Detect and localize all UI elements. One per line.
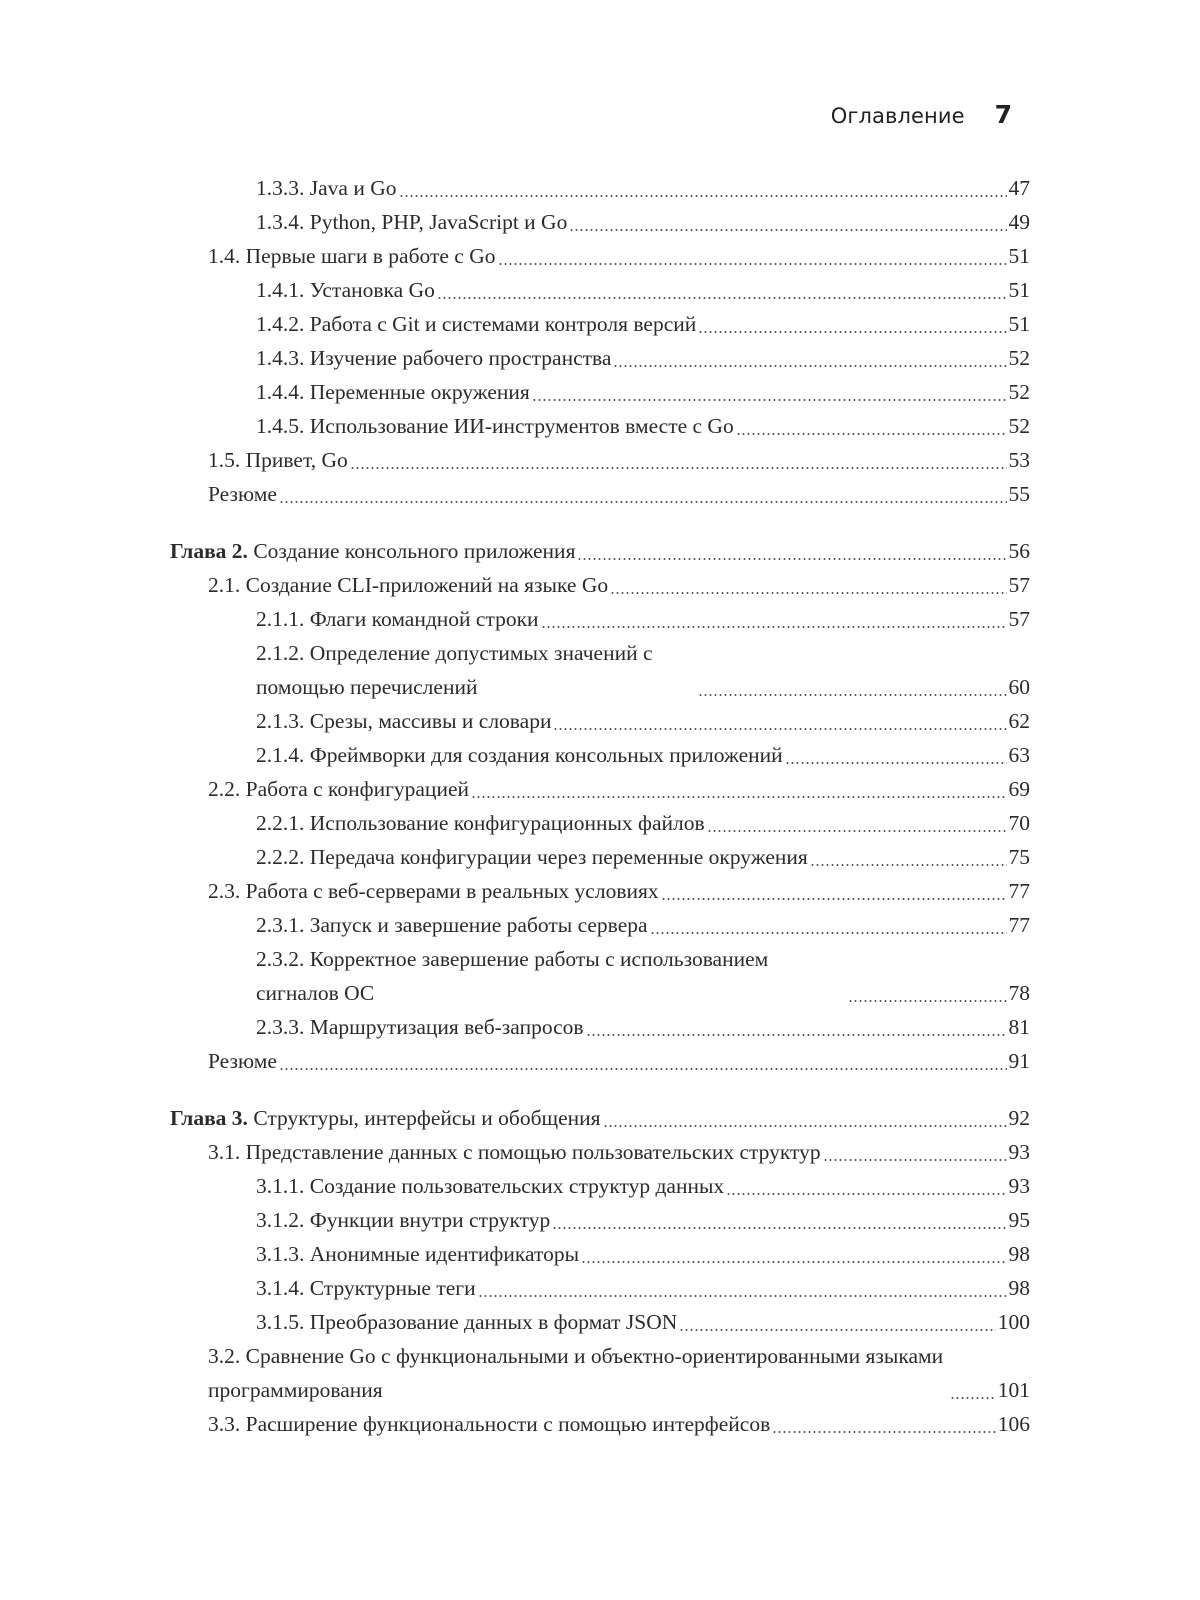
dot-leader [603,1125,1007,1127]
toc-entry[interactable] [170,1010,1030,1044]
dot-leader [698,331,1006,333]
dot-leader [950,1397,996,1399]
toc-entry-summary[interactable] [170,1044,1030,1078]
dot-leader [661,898,1007,900]
toc-entry-page: 93 [1008,1174,1030,1198]
toc-entry[interactable] [170,738,1030,772]
toc-entry-title: 3.1. Представление данных с помощью пользовательских структур [208,1140,821,1164]
chapter-name: Структуры, интерфейсы и обобщения [253,1106,601,1130]
toc-entry[interactable] [170,239,1030,273]
toc-entry-title: Резюме [208,1049,277,1073]
dot-leader [679,1329,995,1331]
toc-entry[interactable] [170,1203,1030,1237]
toc-entry[interactable] [170,806,1030,840]
toc-entry-title: 2.3.3. Маршрутизация веб-запросов [256,1015,584,1039]
toc-entry-title: 2.3.2. Корректное завершение работы с использованием сигналов ОС [256,947,769,1005]
toc-entry[interactable] [170,602,1030,636]
dot-leader [569,229,1006,231]
toc-entry-title: 3.1.3. Анонимные идентификаторы [256,1242,580,1266]
toc-entry-title: 2.1.2. Определение допустимых значений с помощью перечислений [256,641,653,699]
dot-leader [610,592,1006,594]
toc-chapter-3[interactable] [170,1101,1030,1135]
section-title: Оглавление [830,104,965,128]
toc-entry[interactable] [170,409,1030,443]
dot-leader [736,433,1007,435]
toc-entry-page: 70 [1008,811,1030,835]
toc-entry[interactable] [170,840,1030,874]
toc-entry-title: 2.1.3. Срезы, массивы и словари [256,709,552,733]
toc-entry-page: 53 [1008,448,1030,472]
dot-leader [823,1159,1007,1161]
dot-leader [586,1034,1007,1036]
toc-entry[interactable] [170,908,1030,942]
toc-entry-page: 69 [1008,777,1030,801]
page-number: 7 [994,100,1012,129]
dot-leader [541,626,1007,628]
toc-entry-page: 63 [1008,743,1030,767]
toc-entry-page: 57 [1008,573,1030,597]
toc-entry[interactable] [170,307,1030,341]
toc-entry-page: 57 [1008,607,1030,631]
dot-leader [726,1193,1006,1195]
toc-entry-page: 51 [1008,312,1030,336]
toc-entry-title: 2.3. Работа с веб-серверами в реальных условиях [208,879,659,903]
dot-leader [350,467,1007,469]
toc-entry-title: 1.4.1. Установка Go [256,278,435,302]
dot-leader [785,762,1007,764]
toc-entry[interactable] [170,1169,1030,1203]
toc-entry-page: 52 [1008,346,1030,370]
toc-entry-page: 51 [1008,278,1030,302]
dot-leader [437,297,1007,299]
toc-entry-title: 2.3.1. Запуск и завершение работы сервера [256,913,648,937]
toc-entry-page: 93 [1008,1140,1030,1164]
toc-entry-title: 1.4.3. Изучение рабочего пространства [256,346,612,370]
toc-entry[interactable] [170,1305,1030,1339]
toc-entry-page: 95 [1008,1208,1030,1232]
toc-entry-summary[interactable] [170,477,1030,511]
dot-leader [552,1227,1006,1229]
toc-entry-title: 2.2. Работа с конфигурацией [208,777,469,801]
toc-entry[interactable] [170,772,1030,806]
toc-entry-page: 78 [1008,981,1030,1005]
dot-leader [848,1000,1007,1002]
toc-entry-title: 2.1. Создание CLI-приложений на языке Go [208,573,609,597]
toc-entry-page: 77 [1008,879,1030,903]
toc-entry-page: 81 [1008,1015,1030,1039]
toc-entry-title: 1.4. Первые шаги в работе с Go [208,244,496,268]
toc-entry-page: 62 [1008,709,1030,733]
toc-entry[interactable] [170,636,1030,704]
toc-entry-page: 101 [997,1378,1030,1402]
toc-entry-page: 75 [1008,845,1030,869]
toc-entry-title: 1.3.3. Java и Go [256,176,397,200]
dot-leader [650,932,1007,934]
dot-leader [581,1261,1006,1263]
toc-entry-page: 98 [1008,1276,1030,1300]
dot-leader [279,1068,1007,1070]
table-of-contents [170,171,1030,1441]
toc-entry-page: 100 [997,1310,1030,1334]
toc-entry[interactable] [170,1237,1030,1271]
dot-leader [772,1431,996,1433]
toc-entry-page: 52 [1008,414,1030,438]
toc-entry-page: 92 [1008,1106,1030,1130]
toc-entry-page: 91 [1008,1049,1030,1073]
running-header [831,100,1012,129]
toc-entry-title: 1.5. Привет, Go [208,448,348,472]
toc-entry-title: 3.1.5. Преобразование данных в формат JSON [256,1310,678,1334]
toc-entry-title: 3.1.1. Создание пользовательских структур данных [256,1174,725,1198]
dot-leader [478,1295,1007,1297]
toc-entry[interactable] [170,568,1030,602]
toc-entry-page: 52 [1008,380,1030,404]
dot-leader [707,830,1007,832]
toc-entry[interactable] [170,273,1030,307]
toc-chapter-title [170,1101,601,1135]
chapter-label: Глава 2. [170,539,248,563]
dot-leader [553,728,1006,730]
toc-entry-page: 60 [1008,675,1030,699]
toc-entry[interactable] [170,1271,1030,1305]
chapter-label: Глава 3. [170,1106,248,1130]
toc-entry[interactable] [170,341,1030,375]
toc-entry-title: 1.4.4. Переменные окружения [256,380,530,404]
toc-entry-page: 56 [1008,539,1030,563]
toc-entry-page: 51 [1008,244,1030,268]
dot-leader [399,195,1007,197]
dot-leader [532,399,1007,401]
toc-entry-title: 2.1.1. Флаги командной строки [256,607,539,631]
toc-entry-title: 1.4.5. Использование ИИ-инструментов вместе с Go [256,414,734,438]
toc-entry-page: 49 [1008,210,1030,234]
toc-entry[interactable] [170,1135,1030,1169]
toc-entry-page: 106 [997,1412,1030,1436]
toc-entry-page: 47 [1008,176,1030,200]
toc-entry-title: Резюме [208,482,277,506]
toc-entry[interactable] [170,171,1030,205]
toc-entry-title: 3.1.2. Функции внутри структур [256,1208,551,1232]
toc-entry[interactable] [170,375,1030,409]
toc-entry[interactable] [170,443,1030,477]
chapter-name: Создание консольного приложения [253,539,576,563]
toc-entry[interactable] [170,1407,1030,1441]
toc-chapter-title [170,534,575,568]
dot-leader [498,263,1007,265]
toc-entry-title: 3.2. Сравнение Go с функциональными и объектно-ориентированными языками программирования [208,1344,944,1402]
toc-entry[interactable] [170,205,1030,239]
toc-entry-title: 1.4.2. Работа с Git и системами контроля версий [256,312,697,336]
dot-leader [810,864,1007,866]
toc-entry[interactable] [170,1339,1030,1407]
dot-leader [698,694,1007,696]
toc-entry-title: 3.3. Расширение функциональности с помощью интерфейсов [208,1412,771,1436]
toc-chapter-2[interactable] [170,534,1030,568]
toc-entry-title: 1.3.4. Python, PHP, JavaScript и Go [256,210,568,234]
toc-entry-page: 77 [1008,913,1030,937]
toc-entry-page: 55 [1008,482,1030,506]
toc-entry[interactable] [170,704,1030,738]
toc-entry-page: 98 [1008,1242,1030,1266]
toc-entry-title: 2.2.1. Использование конфигурационных файлов [256,811,705,835]
toc-entry-title: 3.1.4. Структурные теги [256,1276,476,1300]
dot-leader [471,796,1007,798]
toc-entry-title: 2.2.2. Передача конфигурации через переменные окружения [256,845,808,869]
dot-leader [279,501,1007,503]
toc-entry[interactable] [170,874,1030,908]
dot-leader [613,365,1006,367]
toc-entry[interactable] [170,942,1030,1010]
toc-entry-title: 2.1.4. Фреймворки для создания консольных приложений [256,743,783,767]
dot-leader [577,558,1006,560]
